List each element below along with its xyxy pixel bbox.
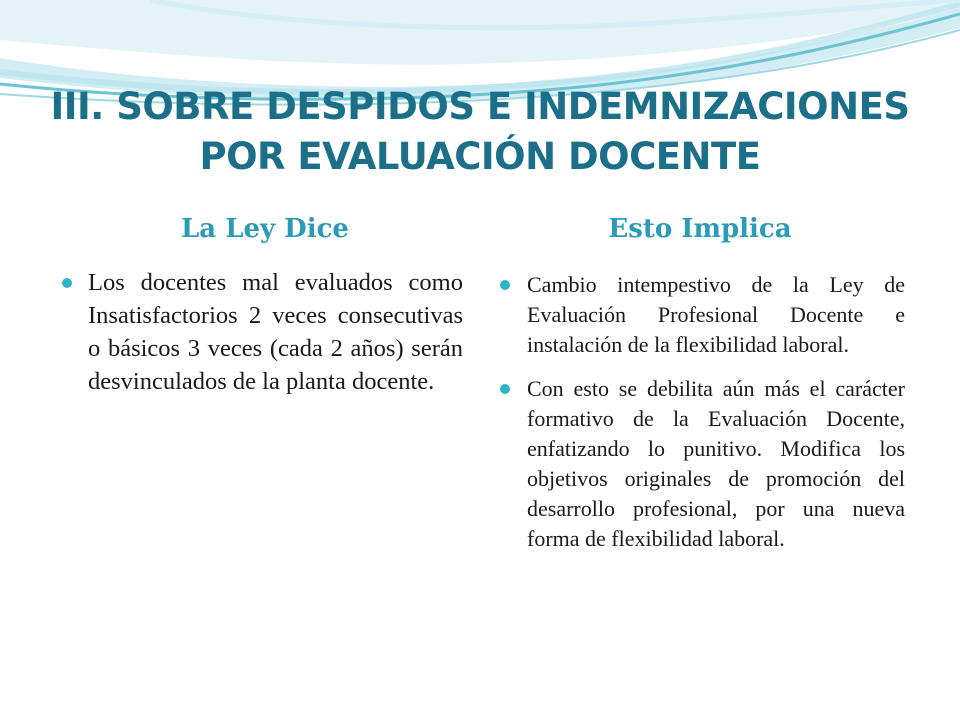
right-column-header: Esto Implica <box>608 214 792 244</box>
list-item <box>60 266 463 398</box>
right-bullet-list <box>497 270 905 568</box>
bullet-icon <box>62 278 72 288</box>
bullet-text: Con esto se debilita aún más el carácter formativo de la Evaluación Docente, enfatizando lo punitivo. Modifica los objetivos originales de promoción del desarrollo profesional, por una nueva forma de flexibilidad laboral. <box>527 376 905 551</box>
left-bullet-list <box>60 266 463 398</box>
slide-title: III. SOBRE DESPIDOS E INDEMNIZACIONES POR EVALUACIÓN DOCENTE <box>50 85 910 178</box>
list-item <box>497 270 905 360</box>
bullet-text: Los docentes mal evaluados como Insatisfactorios 2 veces consecutivas o básicos 3 veces (cada 2 años) serán desvinculados de la planta docente. <box>88 269 463 395</box>
bullet-text: Cambio intempestivo de la Ley de Evaluación Profesional Docente e instalación de la flexibilidad laboral. <box>527 272 905 357</box>
left-column-header: La Ley Dice <box>181 214 349 244</box>
bullet-icon <box>500 280 510 290</box>
bullet-icon <box>500 384 510 394</box>
list-item <box>497 374 905 554</box>
